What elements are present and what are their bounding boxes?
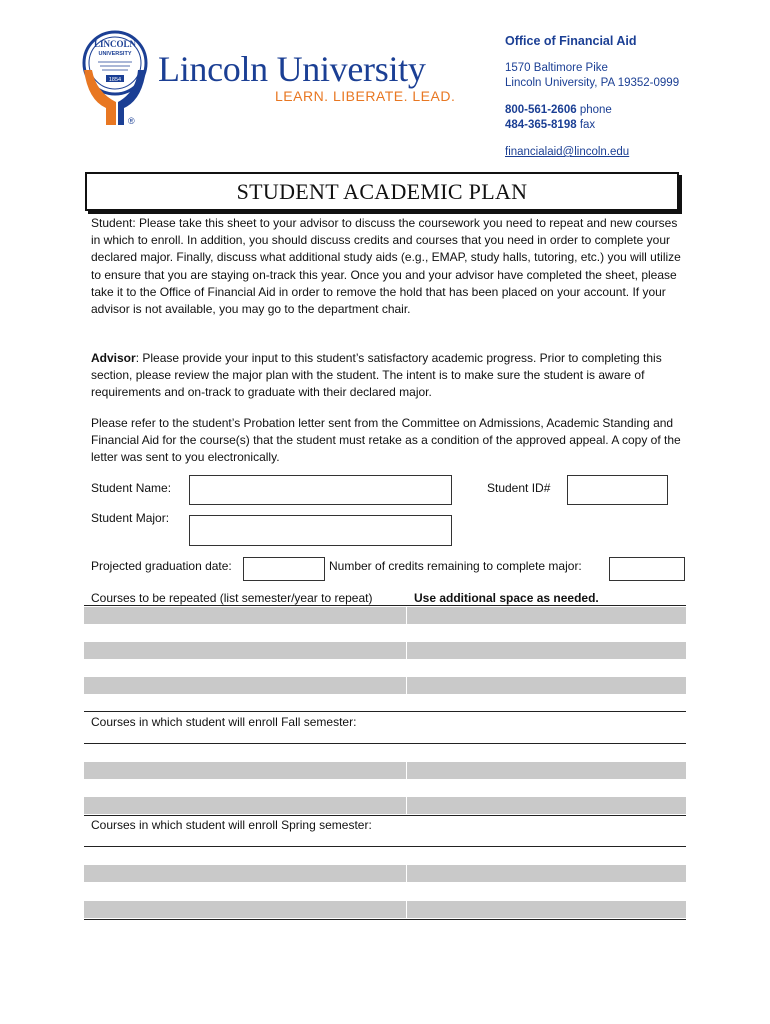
student-name-input[interactable]: [189, 475, 452, 505]
student-id-label: Student ID#: [487, 481, 551, 495]
section-divider: [84, 815, 686, 816]
credits-remaining-label: Number of credits remaining to complete major:: [329, 559, 582, 573]
spring-row-line[interactable]: [84, 846, 686, 847]
fax-line: [505, 118, 679, 133]
phone-label: phone: [576, 104, 612, 116]
university-seal-logo: [80, 30, 150, 125]
fax-label: fax: [576, 119, 596, 131]
graduation-date-label: Projected graduation date:: [91, 559, 232, 573]
advisor-instructions: [91, 350, 681, 402]
credits-remaining-input[interactable]: [609, 557, 685, 581]
fall-row-line[interactable]: [84, 743, 686, 744]
fall-row[interactable]: [84, 797, 686, 814]
phone-number: 800-561-2606: [505, 104, 577, 116]
svg-text:LINCOLN: LINCOLN: [93, 39, 137, 49]
repeat-row[interactable]: [84, 607, 686, 624]
student-id-input[interactable]: [567, 475, 668, 505]
email-link[interactable]: financialaid@lincoln.edu: [505, 146, 630, 158]
university-wordmark: Lincoln University: [158, 49, 426, 89]
page-title: STUDENT ACADEMIC PLAN: [85, 172, 679, 211]
city-address: Lincoln University, PA 19352-0999: [505, 77, 680, 89]
seal-year: 1854: [108, 77, 122, 83]
spring-row[interactable]: [84, 865, 686, 882]
fax-number: 484-365-8198: [505, 119, 577, 131]
fall-courses-label: Courses in which student will enroll Fall semester:: [91, 715, 357, 729]
student-major-label: Student Major:: [91, 511, 170, 525]
repeat-header-line: [84, 605, 686, 606]
repeat-courses-label: Courses to be repeated (list semester/year to repeat): [91, 591, 373, 605]
street-address: 1570 Baltimore Pike: [505, 62, 608, 74]
spring-row[interactable]: [84, 901, 686, 918]
university-tagline: LEARN. LIBERATE. LEAD.: [275, 88, 456, 104]
student-instructions: Student: Please take this sheet to your advisor to discuss the coursework you need to repeat and new courses in which to enroll. In addition, you should discuss credits and courses that you need in order to complete your declared major. Finally, discuss what additional study aids (e.g., EMAP, study halls, tutoring, etc.) you will utilize to ensure that you are staying on-track this year. Once you and your advisor have completed the sheet, please take it to the Office of Financial Aid in order to remove the hold that has been placed on your account. If your advisor is not available, you may go to the department chair.: [91, 216, 681, 317]
fall-row[interactable]: [84, 762, 686, 779]
spring-courses-label: Courses in which student will enroll Spring semester:: [91, 818, 372, 832]
office-name: Office of Financial Aid: [505, 34, 637, 48]
probation-instructions: Please refer to the student’s Probation letter sent from the Committee on Admissions, Academic Standing and Financial Aid for the course(s) that the student must retake as a condition of the approved appeal. A copy of the letter was sent to you electronically.: [91, 416, 681, 465]
advisor-text: : Please provide your input to this student’s satisfactory academic progress. Prior to completing this section, please review the major plan with the student. The intent is to make sure the student is aware of requirements and on-track to graduate with their declared major.: [91, 351, 662, 400]
student-major-input[interactable]: [189, 515, 452, 546]
svg-text:UNIVERSITY: UNIVERSITY: [98, 51, 132, 57]
graduation-date-input[interactable]: [243, 557, 325, 581]
additional-space-note: Use additional space as needed.: [414, 591, 599, 605]
advisor-lead: Advisor: [91, 351, 136, 365]
section-divider: [84, 711, 686, 712]
phone-line: [505, 103, 679, 118]
registered-mark: ®: [128, 116, 135, 126]
repeat-row[interactable]: [84, 677, 686, 694]
student-name-label: Student Name:: [91, 481, 172, 495]
repeat-row[interactable]: [84, 642, 686, 659]
contact-block: [505, 34, 679, 160]
section-end-line: [84, 919, 686, 920]
